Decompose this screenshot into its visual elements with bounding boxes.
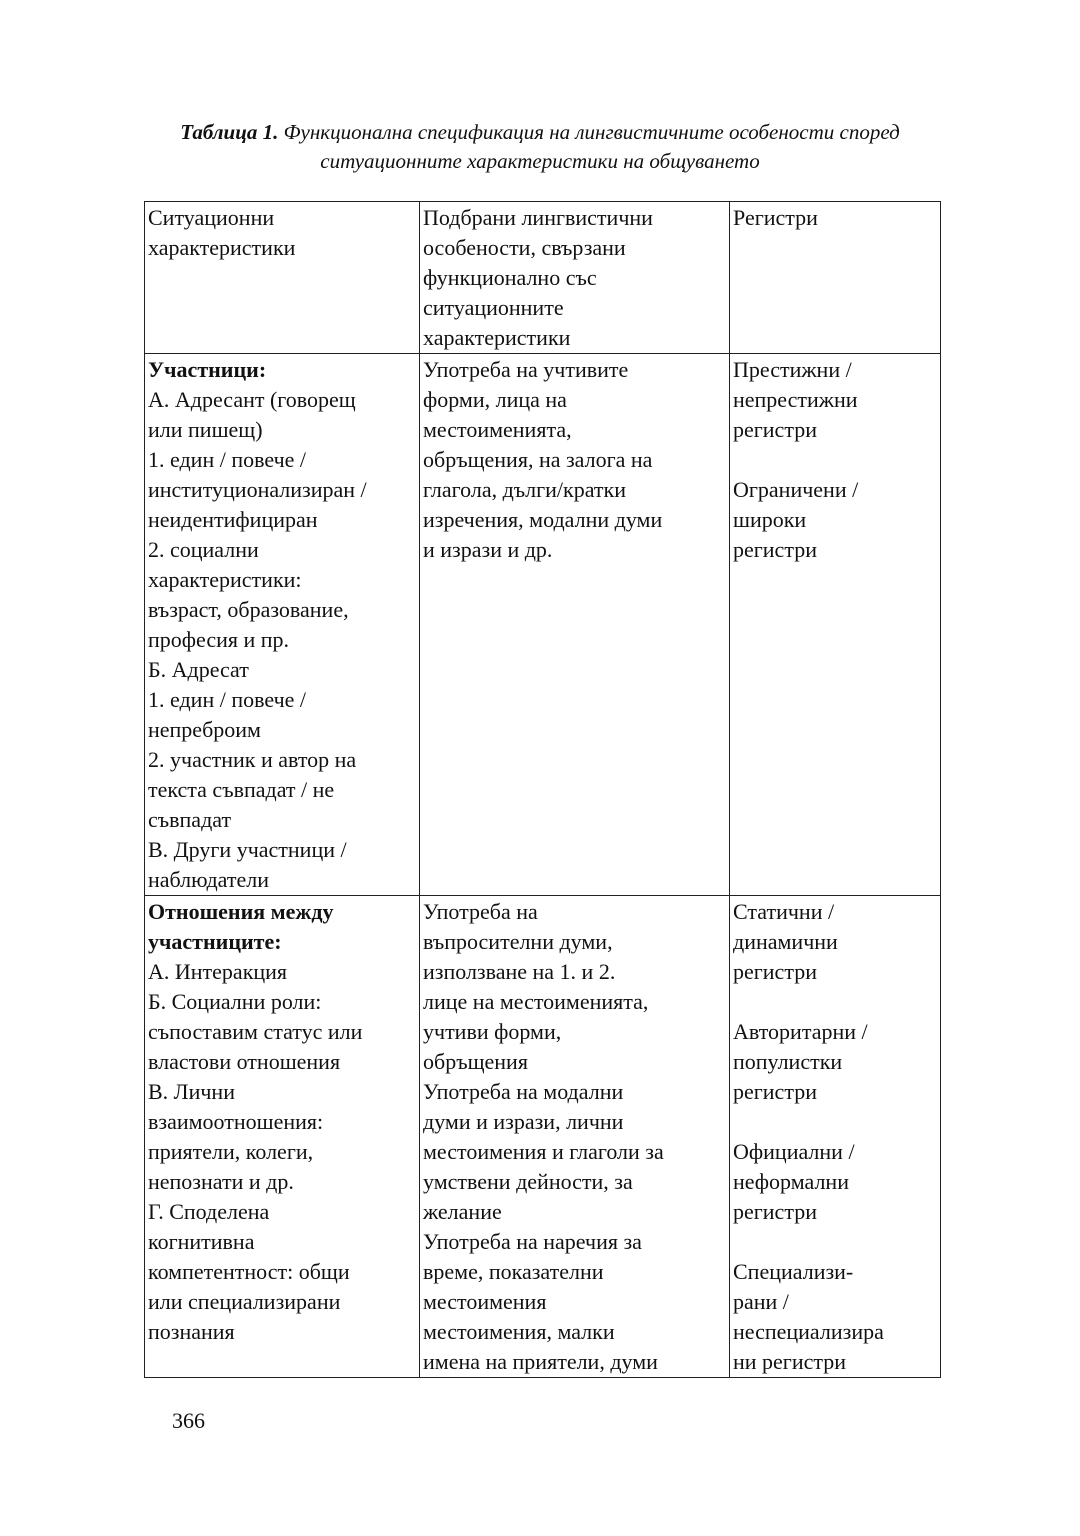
cell-line: възраст, образование, (148, 597, 349, 622)
cell-line: Употреба на учтивите (423, 357, 629, 382)
cell-title: участниците: (148, 929, 282, 954)
cell-line: непрестижни (733, 387, 858, 412)
cell-relations-features (420, 896, 730, 1378)
cell-line: или пишещ) (148, 417, 263, 442)
specification-table (144, 201, 941, 1378)
cell-line: съвпадат (148, 807, 232, 832)
paragraph-gap (733, 1227, 938, 1257)
cell-line: обръщения (423, 1049, 528, 1074)
cell-relations (145, 896, 420, 1378)
cell-line: използване на 1. и 2. (423, 959, 616, 984)
cell-line: Подбрани лингвистични (423, 205, 653, 230)
cell-line: особености, свързани (423, 235, 626, 260)
cell-line: ни регистри (733, 1349, 847, 1374)
cell-line: Употреба на модални (423, 1079, 624, 1104)
cell-line: характеристики (423, 325, 571, 350)
cell-line: непреброим (148, 717, 261, 742)
cell-line: Б. Социални роли: (148, 989, 322, 1014)
cell-line: А. Интеракция (148, 959, 288, 984)
cell-line: В. Лични (148, 1079, 235, 1104)
page-number: 366 (172, 1408, 205, 1433)
cell-line: Ситуационни (148, 205, 275, 230)
cell-line: В. Други участници / (148, 837, 347, 862)
cell-line: функционално със (423, 265, 597, 290)
cell-line: Б. Адресат (148, 657, 249, 682)
cell-line: и изрази и др. (423, 537, 553, 562)
cell-line: умствени дейности, за (423, 1169, 633, 1194)
caption-label: Таблица 1. (180, 120, 279, 144)
cell-line: лице на местоименията, (423, 989, 649, 1014)
cell-line: Статични / (733, 899, 835, 924)
cell-line: наблюдатели (148, 867, 269, 892)
cell-line: ситуационните (423, 295, 564, 320)
cell-line: Престижни / (733, 357, 852, 382)
header-cell-features (420, 202, 730, 354)
cell-line: характеристики (148, 235, 296, 260)
cell-title: Участници: (148, 357, 267, 382)
cell-line: или специализирани (148, 1289, 341, 1314)
cell-line: приятели, колеги, (148, 1139, 314, 1164)
cell-line: 1. един / повече / (148, 447, 307, 472)
cell-line: желание (423, 1199, 502, 1224)
cell-line: когнитивна (148, 1229, 255, 1254)
cell-line: местоимения, малки (423, 1319, 615, 1344)
cell-line: въпросителни думи, (423, 929, 613, 954)
cell-line: регистри (733, 417, 817, 442)
cell-line: регистри (733, 1079, 817, 1104)
cell-line: местоимения и глаголи за (423, 1139, 664, 1164)
cell-line: Ограничени / (733, 477, 859, 502)
cell-line: непознати и др. (148, 1169, 294, 1194)
cell-line: регистри (733, 537, 817, 562)
cell-line: неидентифициран (148, 507, 318, 532)
table-caption (120, 118, 960, 176)
header-cell-registers (730, 202, 941, 354)
cell-line: Употреба на (423, 899, 538, 924)
cell-line: съпоставим статус или (148, 1019, 363, 1044)
cell-line: регистри (733, 1199, 817, 1224)
cell-line: компетентност: общи (148, 1259, 350, 1284)
cell-line: текста съвпадат / не (148, 777, 335, 802)
table-header-row (145, 202, 941, 354)
caption-line-2: ситуационните характеристики на общуването (320, 149, 760, 173)
cell-line: изречения, модални думи (423, 507, 663, 532)
cell-line: Г. Споделена (148, 1199, 270, 1224)
cell-line: неформални (733, 1169, 849, 1194)
cell-participants-registers (730, 354, 941, 896)
header-cell-situational (145, 202, 420, 354)
cell-line: властови отношения (148, 1049, 341, 1074)
cell-line: Официални / (733, 1139, 855, 1164)
cell-line: 2. социални (148, 537, 259, 562)
cell-line: Авторитарни / (733, 1019, 868, 1044)
table-row-relations (145, 896, 941, 1378)
cell-line: Специализи- (733, 1259, 854, 1284)
cell-line: популистки (733, 1049, 843, 1074)
cell-line: взаимоотношения: (148, 1109, 324, 1134)
cell-line: познания (148, 1319, 235, 1344)
cell-line: учтиви форми, (423, 1019, 562, 1044)
cell-line: имена на приятели, думи (423, 1349, 658, 1374)
cell-line: местоимения (423, 1289, 547, 1314)
cell-line: думи и изрази, лични (423, 1109, 624, 1134)
cell-line: неспециализира (733, 1319, 884, 1344)
cell-line: А. Адресант (говорещ (148, 387, 356, 412)
cell-line: широки (733, 507, 807, 532)
cell-line: време, показателни (423, 1259, 604, 1284)
cell-line: 1. един / повече / (148, 687, 307, 712)
cell-line: регистри (733, 959, 817, 984)
cell-participants (145, 354, 420, 896)
paragraph-gap (733, 987, 938, 1017)
cell-line: Употреба на наречия за (423, 1229, 642, 1254)
cell-line: характеристики: (148, 567, 302, 592)
cell-relations-registers (730, 896, 941, 1378)
cell-line: институционализиран / (148, 477, 367, 502)
cell-line: Регистри (733, 205, 818, 230)
cell-line: професия и пр. (148, 627, 290, 652)
cell-line: обръщения, на залога на (423, 447, 653, 472)
cell-line: форми, лица на (423, 387, 567, 412)
table-row-participants (145, 354, 941, 896)
paragraph-gap (733, 1107, 938, 1137)
cell-line: местоименията, (423, 417, 572, 442)
cell-line: рани / (733, 1289, 789, 1314)
cell-title: Отношения между (148, 899, 334, 924)
cell-line: динамични (733, 929, 838, 954)
cell-line: глагола, дълги/кратки (423, 477, 626, 502)
paragraph-gap (733, 445, 938, 475)
caption-line-1: Функционална спецификация на лингвистичните особености според (283, 120, 900, 144)
cell-line: 2. участник и автор на (148, 747, 357, 772)
cell-participants-features (420, 354, 730, 896)
